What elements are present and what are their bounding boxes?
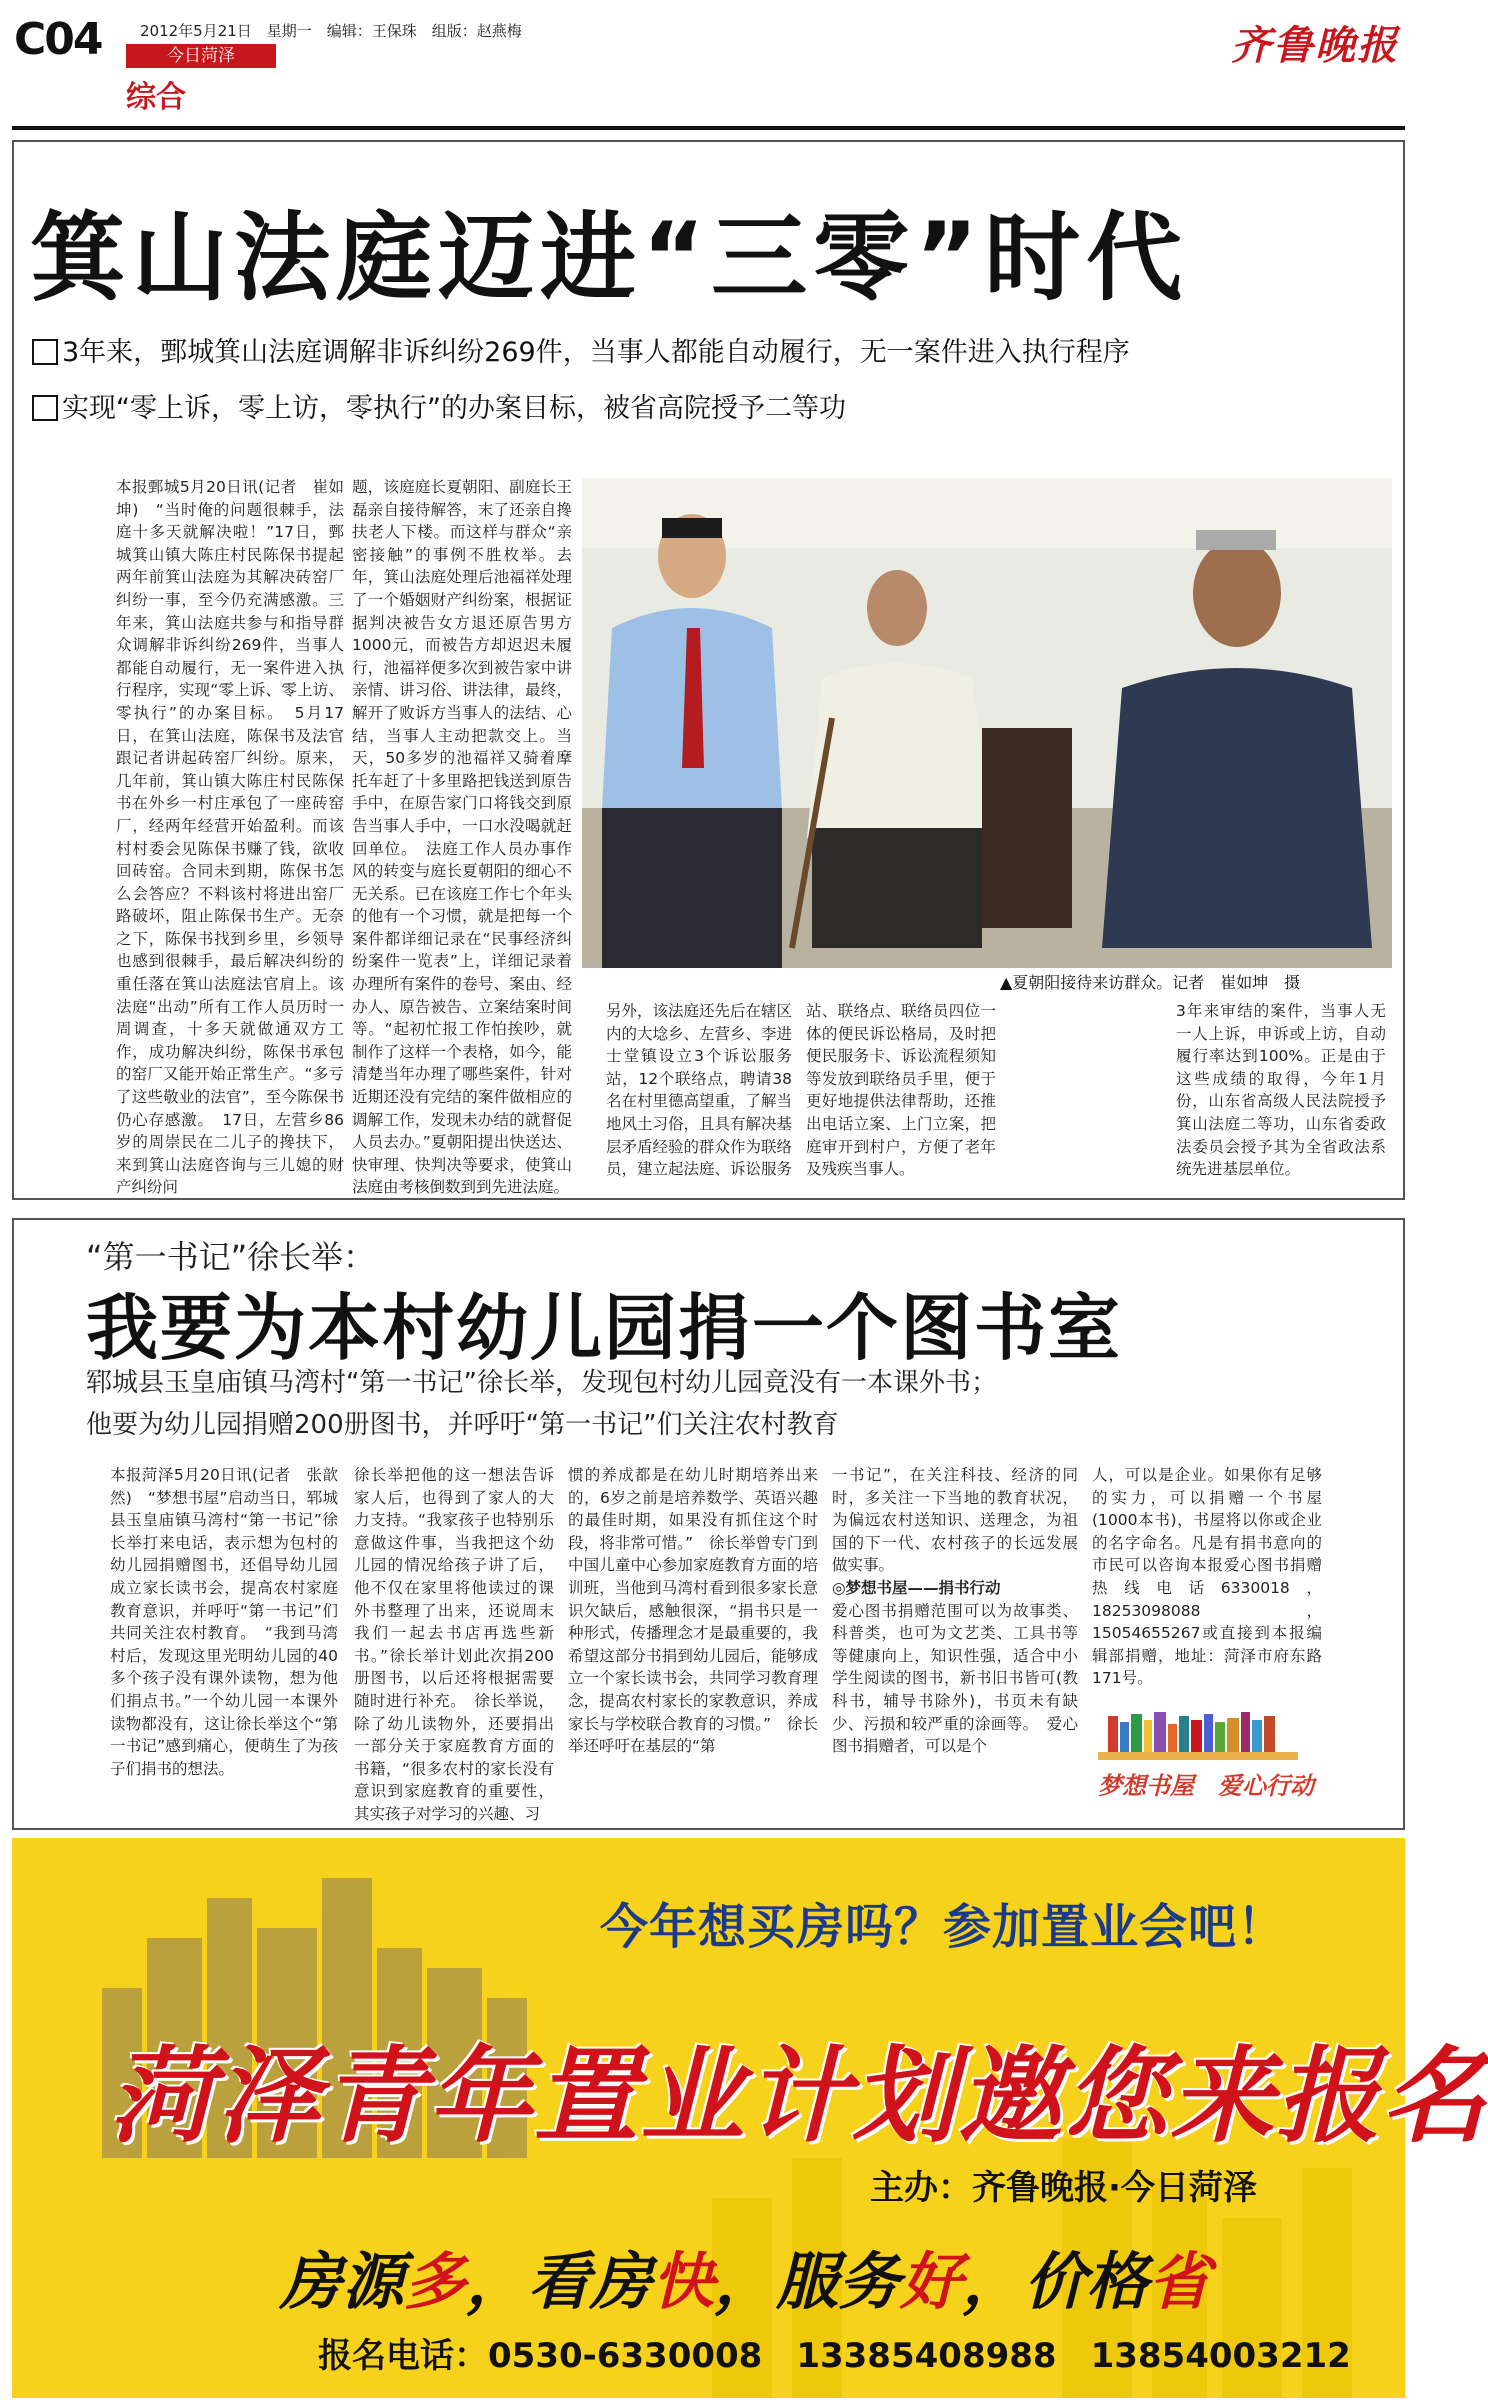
- story2-kicker: “第一书记”徐长举：: [86, 1238, 376, 1276]
- page-number: C04: [14, 14, 102, 65]
- ad-sponsor: 主办：齐鲁晚报·今日菏泽: [870, 2168, 1257, 2208]
- dream-bookhouse-logo-text: 梦想书屋 爱心行动: [1098, 1771, 1314, 1800]
- story2-column-4: 一书记”，在关注科技、经济的同时，多关注一下当地的教育状况，为偏远农村送知识、送理念，为祖国的下一代、农村孩子的长远发展做实事。 ◎梦想书屋——捐书行动 爱心图书捐赠范围可以为故事类、科普类，也可为文艺类、工具书等等健康向上，知识性强，适合中小学生阅读的图书，新书旧书皆可(教科书，辅导书除外)，书页未有缺少、污损和较严重的涂画等。 爱心图书捐赠者，可以是个: [832, 1466, 1078, 1756]
- story2-deck-2: 他要为幼儿园捐赠200册图书，并呼吁“第一书记”们关注农村教育: [86, 1410, 839, 1440]
- section-tab: 今日菏泽: [126, 44, 276, 68]
- story1-deck-1: 3年来，鄄城箕山法庭调解非诉纠纷269件，当事人都能自动履行，无一案件进入执行程序: [32, 330, 1130, 369]
- story1-column-5: 3年来审结的案件，当事人无一人上诉，申诉或上访，自动履行率达到100%。正是由于这些成绩的取得，今年1月份，山东省高级人民法院授予箕山法庭二等功，山东省委政法委员会授予其为全省政法系统先进基层单位。: [1176, 1002, 1386, 1179]
- date-editor-line: 2012年5月21日 星期一 编辑：王保珠 组版：赵燕梅: [140, 22, 522, 40]
- story1-column-1: 本报鄄城5月20日讯(记者 崔如坤) “当时俺的问题很棘手，法庭十多天就解决啦！”17日，鄄城箕山镇大陈庄村民陈保书提起两年前箕山法庭为其解决砖窑厂纠纷一事，至今仍充满感激。三年来，箕山法庭共参与和指导群众调解非诉纠纷269件，当事人都能自动履行，无一案件进入执行程序，实现“零上诉、零上访、零执行”的办案目标。 5月17日，在箕山法庭，陈保书及法官跟记者讲起砖窑厂纠纷。原来，几年前，箕山镇大陈庄村民陈保书在外乡一村庄承包了一座砖窑厂，经两年经营开始盈利。而该村村委会见陈保书赚了钱，欲收回砖窑。合同未到期，陈保书怎么会答应？不料该村将进出窑厂路破坏，阻止陈保书生产。无奈之下，陈保书找到乡里，乡领导也感到很棘手，最后解决纠纷的重任落在箕山法庭法官肩上。该法庭“出动”所有工作人员历时一周调查，十多天就做通双方工作，成功解决纠纷，陈保书承包的窑厂又能开始正常生产。“多亏了这些敬业的法官”，至今陈保书仍心存感激。 17日，左营乡86岁的周崇民在二儿子的搀扶下，来到箕山法庭咨询与三儿媳的财产纠纷问: [116, 478, 344, 1197]
- ad-question: 今年想买房吗？参加置业会吧！: [600, 1899, 1287, 1955]
- story2-column-2: 徐长举把他的这一想法告诉家人后，也得到了家人的大力支持。“我家孩子也特别乐意做这件事，当我把这个幼儿园的情况给孩子讲了后，他不仅在家里将他读过的课外书整理了出来，还说周末我们一起去书店再选些新书。”徐长举计划此次捐200册图书，以后还将根据需要随时进行补充。 徐长举说，除了幼儿读物外，还要捐出一部分关于家庭教育方面的书籍，“很多农村的家长没有意识到家庭教育的重要性，其实孩子对学习的兴趣、习: [354, 1466, 554, 1823]
- dream-bookhouse-logo: [1098, 1708, 1318, 1800]
- story2-deck-1: 郓城县玉皇庙镇马湾村“第一书记”徐长举，发现包村幼儿园竟没有一本课外书；: [86, 1368, 997, 1398]
- story2-headline: 我要为本村幼儿园捐一个图书室: [86, 1286, 1123, 1370]
- section-name: 综合: [126, 80, 186, 115]
- story2-column-1: 本报菏泽5月20日讯(记者 张歆然) “梦想书屋”启动当日，郓城县玉皇庙镇马湾村“第一书记”徐长举打来电话，表示想为包村的幼儿园捐赠图书，还倡导幼儿园成立家长读书会，提高农村家庭教育意识，并呼吁“第一书记”们共同关注农村教育。 “我到马湾村后，发现这里光明幼儿园的40多个孩子没有课外读物，想为他们捐点书。”一个幼儿园一本课外读物都没有，这让徐长举这个“第一书记”感到痛心，便萌生了为孩子们捐书的想法。: [110, 1466, 338, 1778]
- ad-phone-numbers: 报名电话：0530-6330008 13385408988 13854003212: [318, 2336, 1351, 2376]
- newspaper-logo: 齐鲁晚报: [1231, 22, 1399, 69]
- photo-caption: ▲夏朝阳接待来访群众。记者 崔如坤 摄: [1000, 973, 1301, 992]
- header-rule: [12, 126, 1405, 130]
- court-visit-photo: [582, 478, 1392, 968]
- story1-column-4: 站、联络点、联络员四位一体的便民诉讼格局，及时把便民服务卡、诉讼流程须知等发放到联络员手里，便于更好地提供法律帮助，还推出电话立案、上门立案，把庭审开到村户，方便了老年及残疾当事人。: [806, 1002, 996, 1179]
- story1-column-3: 另外，该法庭还先后在辖区内的大埝乡、左营乡、李进士堂镇设立3个诉讼服务站，12个联络点，聘请38名在村里德高望重，了解当地风土习俗，且具有解决基层矛盾经验的群众作为联络员，建立起法庭、诉讼服务: [606, 1002, 793, 1179]
- story1-column-2: 题，该庭庭长夏朝阳、副庭长王磊亲自接待解答，末了还亲自搀扶老人下楼。而这样与群众“亲密接触”的事例不胜枚举。去年，箕山法庭处理后池福祥处理了一个婚姻财产纠纷案，根据证据判决被告女方退还原告男方1000元，而被告方却迟迟未履行，池福祥便多次到被告家中讲亲情、讲习俗、讲法律，最终，解开了败诉方当事人的法结、心结，当事人主动把款交上。当天，50多岁的池福祥又骑着摩托车赶了十多里路把钱送到原告手中，在原告家门口将钱交到原告当事人手中，一口水没喝就赶回单位。 法庭工作人员办事作风的转变与庭长夏朝阳的细心不无关系。已在该庭工作七个年头的他有一个习惯，就是把每一个案件都详细记录在“民事经济纠纷案件一览表”上，详细记录着办理所有案件的卷号、案由、经办人、原告被告、立案结案时间等。“起初忙报工作怕挨吵，就制作了这样一个表格，如今，能清楚当年办理了哪些案件，针对近期还没有完结的案件做相应的调解工作，发现未办结的就督促人员去办。”夏朝阳提出快送达、快审理、快判决等要求，使箕山法庭由考核倒数到到先进法庭。: [352, 478, 572, 1197]
- ad-main-slogan: 菏泽青年置业计划邀您来报名: [110, 2035, 1488, 2157]
- story2-column-3: 惯的养成都是在幼儿时期培养出来的，6岁之前是培养数学、英语兴趣的最佳时期，如果没有抓住这个时段，将非常可惜。” 徐长举曾专门到中国儿童中心参加家庭教育方面的培训班，当他到马湾村看到很多家长意识欠缺后，感触很深，“捐书只是一种形式，传播理念才是最重要的，我希望这部分书捐到幼儿园后，能够成立一个家长读书会，共同学习教育理念，提高农村家长的家教意识，养成家长与学校联合教育的习惯。” 徐长举还呼吁在基层的“第: [568, 1466, 818, 1756]
- ad-benefits-slogan: 房源多，看房快，服务好，价格省: [280, 2245, 1211, 2318]
- story1-photo: [582, 478, 1392, 968]
- story2-column-5: 人，可以是企业。如果你有足够的实力，可以捐赠一个书屋(1000本书)，书屋将以你或企业的名字命名。凡是有捐书意向的市民可以咨询本报爱心图书捐赠热线电话6330018，18253098088，15054655267或直接到本报编辑部捐赠，地址：菏泽市府东路171号。: [1092, 1466, 1322, 1688]
- book-action-subhead: ◎梦想书屋——捐书行动: [832, 1578, 1001, 1597]
- checkbox-bullet-icon: [32, 395, 58, 421]
- story1-headline: 箕山法庭迈进“三零”时代: [30, 202, 1189, 314]
- checkbox-bullet-icon: [32, 339, 58, 365]
- story1-deck-2: 实现“零上诉，零上访，零执行”的办案目标，被省高院授予二等功: [32, 386, 846, 425]
